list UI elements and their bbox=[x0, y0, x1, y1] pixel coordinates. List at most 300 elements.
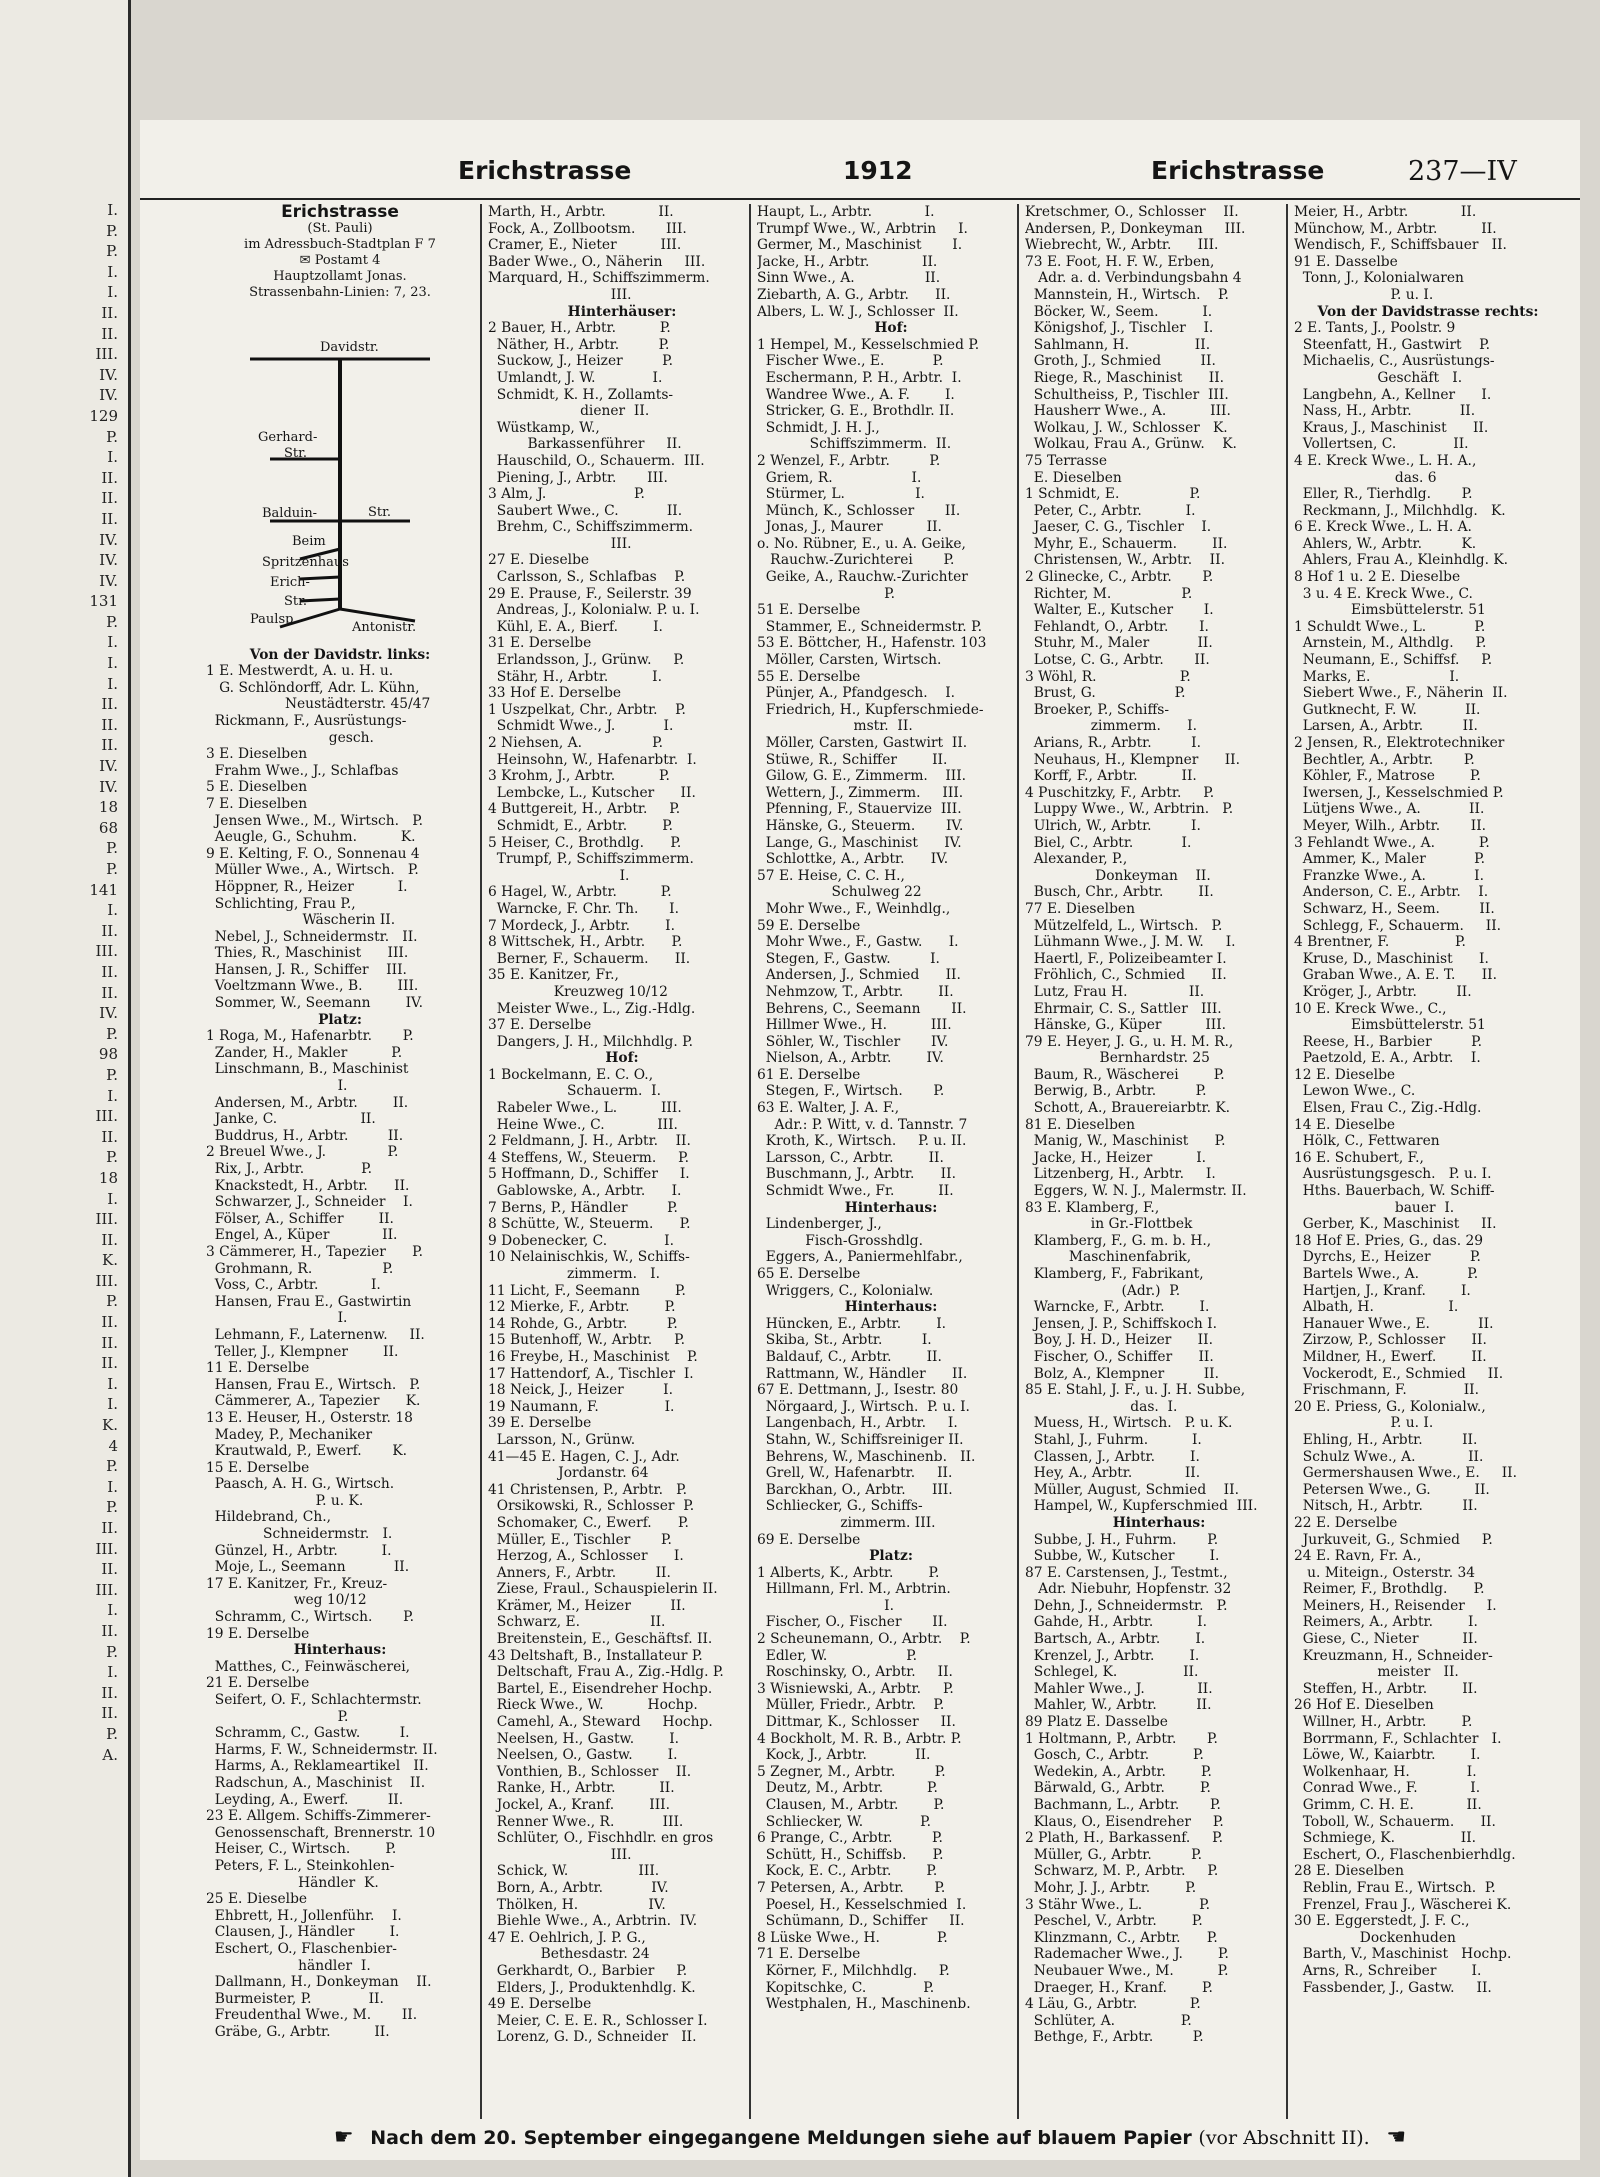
entry-line: Anderson, C. E., Arbtr. I. bbox=[1294, 884, 1489, 901]
entry-line: Ausrüstungsgesch. P. u. I. bbox=[1294, 1166, 1492, 1183]
entry-line: 7 E. Dieselben bbox=[206, 795, 308, 812]
entry-line: Albers, L. W. J., Schlosser II. bbox=[757, 303, 959, 320]
entry-line: Bachmann, L., Arbtr. P. bbox=[1025, 1797, 1221, 1813]
entry-line: Trumpf Wwe., W., Arbtrin I. bbox=[757, 220, 968, 237]
entry-line: Anners, F., Arbtr. II. bbox=[488, 1564, 671, 1581]
entry-line: 2 Breuel Wwe., J. P. bbox=[206, 1144, 399, 1161]
entry-line: 2 Plath, H., Barkassenf. P. bbox=[1025, 1830, 1224, 1847]
entry-line: 49 E. Derselbe bbox=[488, 1996, 592, 2013]
entry-line: Leyding, A., Ewerf. II. bbox=[206, 1791, 404, 1808]
entry-line: 73 E. Foot, H. F. W., Erben, bbox=[1025, 253, 1215, 270]
entry-line: Lühmann Wwe., J. M. W. I. bbox=[1025, 934, 1236, 951]
entry-line: Kraus, J., Maschinist II. bbox=[1294, 419, 1489, 436]
entry-line: Bechtler, A., Arbtr. P. bbox=[1294, 751, 1475, 768]
street-map bbox=[240, 309, 440, 639]
entry-line: Schwarz, M. P., Arbtr. P. bbox=[1025, 1863, 1219, 1880]
entry-line: Lotse, C. G., Arbtr. II. bbox=[1025, 652, 1210, 669]
entry-line: Roschinsky, O., Arbtr. II. bbox=[757, 1664, 953, 1681]
entry-line: Eschermann, P. H., Arbtr. I. bbox=[757, 369, 962, 386]
entry-line: Piening, J., Arbtr. III. bbox=[488, 469, 668, 486]
entry-line: 3 Cämmerer, H., Tapezier P. bbox=[206, 1243, 424, 1260]
entry-line: Ehbrett, H., Jollenführ. I. bbox=[206, 1907, 402, 1924]
entry-line: Gutknecht, F. W. II. bbox=[1294, 701, 1481, 718]
entry-line: Mannstein, H., Wirtsch. P. bbox=[1025, 286, 1229, 303]
entry-line: 8 Wittschek, H., Arbtr. P. bbox=[488, 934, 683, 951]
entry-line: Meier, H., Arbtr. II. bbox=[1294, 204, 1477, 220]
entry-line: Pfenning, F., Stauervize III. bbox=[757, 801, 962, 818]
entry-line: Vonthien, B., Schlosser II. bbox=[488, 1763, 692, 1780]
entry-line: Nehmzow, T., Arbtr. II. bbox=[757, 983, 954, 1000]
entry-line: Christensen, W., Arbtr. II. bbox=[1025, 552, 1225, 569]
entry-line: Franzke Wwe., A. I. bbox=[1294, 867, 1484, 884]
adjacent-page-strip bbox=[0, 0, 131, 2177]
entry-line: Boy, J. H. D., Heizer II. bbox=[1025, 1332, 1213, 1349]
entry-line: Larsson, N., Grünw. bbox=[488, 1431, 636, 1448]
entry-line: das. 6 bbox=[1294, 469, 1437, 486]
entry-line: 3 u. 4 E. Kreck Wwe., C. bbox=[1294, 585, 1473, 602]
entry-line: Nass, H., Arbtr. II. bbox=[1294, 403, 1476, 420]
entry-line: Ziebarth, A. G., Arbtr. II. bbox=[757, 286, 951, 303]
entry-line: Peters, F. L., Steinkohlen- bbox=[206, 1857, 395, 1874]
entry-line: Michaelis, C., Ausrüstungs- bbox=[1294, 353, 1495, 370]
entry-line: Vollertsen, C. II. bbox=[1294, 436, 1469, 453]
entry-line: Bethesdastr. 24 bbox=[488, 1946, 650, 1963]
entry-line: Warncke, F. Chr. Th. I. bbox=[488, 900, 679, 917]
entry-line: 24 E. Ravn, Fr. A., bbox=[1294, 1548, 1422, 1565]
entry-line: 75 Terrasse bbox=[1025, 452, 1107, 469]
map-label: Beim bbox=[292, 533, 326, 549]
entry-line: Pünjer, A., Pfandgesch. I. bbox=[757, 685, 956, 702]
entry-line: Lutz, Frau H. II. bbox=[1025, 983, 1205, 1000]
entry-line: Litzenberg, H., Arbtr. I. bbox=[1025, 1166, 1216, 1183]
entry-line: Heine Wwe., C. III. bbox=[488, 1116, 678, 1133]
footer-note-ref: (vor Abschnitt II). bbox=[1198, 2127, 1370, 2149]
entry-line: Broeker, P., Schiffs- bbox=[1025, 701, 1170, 718]
entry-line: Schneidermstr. I. bbox=[206, 1526, 393, 1543]
entry-line: 13 E. Heuser, H., Osterstr. 18 bbox=[206, 1409, 413, 1426]
entry-line: Larsen, A., Arbtr. II. bbox=[1294, 718, 1478, 735]
entry-line: Neuhaus, H., Klempner II. bbox=[1025, 751, 1240, 768]
entry-line: 53 E. Böttcher, H., Hafenstr. 103 bbox=[757, 635, 987, 652]
entry-line: Jacke, H., Heizer I. bbox=[1025, 1149, 1207, 1166]
entry-line: Kreuzweg 10/12 bbox=[488, 983, 668, 1000]
entry-line: Germershausen Wwe., E. II. bbox=[1294, 1465, 1517, 1482]
entry-line: Schmidt Wwe., J. I. bbox=[488, 718, 674, 735]
entry-line: Freudenthal Wwe., M. II. bbox=[206, 2007, 418, 2024]
entry-line: mstr. II. bbox=[757, 718, 913, 735]
entry-line: 1 Schuldt Wwe., L. P. bbox=[1294, 618, 1486, 635]
entry-line: Siebert Wwe., F., Näherin II. bbox=[1294, 685, 1508, 702]
entry-line: 2 Glinecke, C., Arbtr. P. bbox=[1025, 569, 1214, 586]
entry-line: 8 Lüske Wwe., H. P. bbox=[757, 1929, 948, 1946]
entry-line: Stahn, W., Schiffsreiniger II. bbox=[757, 1431, 964, 1448]
entry-line: 4 Bockholt, M. R. B., Arbtr. P. bbox=[757, 1730, 962, 1747]
entry-line: 8 Schütte, W., Steuerm. P. bbox=[488, 1216, 691, 1233]
entry-line: Neubauer Wwe., M. P. bbox=[1025, 1962, 1229, 1979]
entry-line: 79 E. Heyer, J. G., u. H. M. R., bbox=[1025, 1033, 1234, 1050]
entry-line: Köhler, F., Matrose P. bbox=[1294, 768, 1481, 785]
entry-line: Andersen, M., Arbtr. II. bbox=[206, 1094, 409, 1111]
entry-line: Marks, E. I. bbox=[1294, 668, 1460, 685]
entry-line: Schramm, C., Wirtsch. P. bbox=[206, 1609, 414, 1626]
entry-line: Thies, R., Maschinist III. bbox=[206, 945, 409, 962]
entry-line: Schütt, H., Schiffsb. P. bbox=[757, 1846, 944, 1863]
entry-line: 61 E. Derselbe bbox=[757, 1066, 861, 1083]
entry-line: Günzel, H., Arbtr. I. bbox=[206, 1542, 392, 1559]
entry-line: Stähr, H., Arbtr. I. bbox=[488, 668, 663, 685]
entry-line: 17 Hattendorf, A., Tischler I. bbox=[488, 1365, 694, 1382]
entry-line: Neustädterstr. 45/47 bbox=[206, 696, 431, 713]
entry-line: Geschäft I. bbox=[1294, 369, 1463, 386]
entry-line: Nebel, J., Schneidermstr. II. bbox=[206, 928, 418, 945]
entry-line: Camehl, A., Steward Hochp. bbox=[488, 1714, 713, 1731]
entry-line: Matthes, C., Feinwäscherei, bbox=[206, 1658, 411, 1675]
entry-line: Jordanstr. 64 bbox=[488, 1465, 649, 1482]
entry-line: Schick, W. III. bbox=[488, 1863, 660, 1880]
entry-line: Breitenstein, E., Geschäftsf. II. bbox=[488, 1631, 713, 1648]
entry-line: 2 Jensen, R., Elektrotechniker bbox=[1294, 735, 1505, 751]
entry-line: 1 Holtmann, P., Arbtr. P. bbox=[1025, 1730, 1218, 1747]
entry-line: Biehle Wwe., A., Arbtrin. IV. bbox=[488, 1913, 698, 1930]
entry-line: Stricker, G. E., Brothdlr. II. bbox=[757, 403, 955, 420]
entry-line: Andreas, J., Kolonialw. P. u. I. bbox=[488, 602, 700, 619]
entry-line: 47 E. Oehlrich, J. P. G., bbox=[488, 1929, 646, 1946]
entry-line: 14 Rohde, G., Arbtr. P. bbox=[488, 1315, 678, 1332]
entry-line: Peschel, V., Arbtr. P. bbox=[1025, 1913, 1203, 1930]
entry-line: Lewon Wwe., C. bbox=[1294, 1083, 1416, 1100]
map-label: Spritzenhaus bbox=[262, 554, 349, 570]
entry-line: Mahler Wwe., J. II. bbox=[1025, 1680, 1213, 1697]
entry-line: Schmidt Wwe., Fr. II. bbox=[757, 1183, 954, 1200]
entry-line: Kroth, K., Wirtsch. P. u. II. bbox=[757, 1133, 967, 1150]
column-1 bbox=[206, 204, 474, 2119]
entry-line: 5 Hoffmann, D., Schiffer I. bbox=[488, 1166, 690, 1183]
entry-line: Wäscherin II. bbox=[206, 912, 396, 929]
entry-line: bauer I. bbox=[1294, 1199, 1455, 1216]
entry-line: 4 E. Kreck Wwe., L. H. A., bbox=[1294, 452, 1477, 469]
entry-line: Frenzel, Frau J., Wäscherei K. bbox=[1294, 1896, 1512, 1913]
entry-line: 39 E. Derselbe bbox=[488, 1415, 592, 1432]
street-title: Erichstrasse bbox=[281, 204, 399, 222]
entry-line: Muess, H., Wirtsch. P. u. K. bbox=[1025, 1415, 1233, 1432]
entry-line: Münchow, M., Arbtr. II. bbox=[1294, 220, 1497, 237]
entry-line: Gosch, C., Arbtr. P. bbox=[1025, 1747, 1204, 1764]
entry-line: Möller, Carsten, Gastwirt II. bbox=[757, 735, 968, 751]
entry-line: Stahl, J., Fuhrm. I. bbox=[1025, 1431, 1202, 1448]
entry-line: Lorenz, G. D., Schneider II. bbox=[488, 2029, 697, 2046]
entry-line: Dangers, J. H., Milchhdlg. P. bbox=[488, 1033, 693, 1050]
entry-line: Bernhardstr. 25 bbox=[1025, 1050, 1210, 1067]
entry-line: Berner, F., Schauerm. II. bbox=[488, 950, 691, 967]
entry-line: 37 E. Derselbe bbox=[488, 1017, 592, 1034]
entry-line: Schwarz, E. II. bbox=[488, 1614, 666, 1631]
entry-line: Fisch-Grosshdlg. bbox=[757, 1232, 924, 1249]
header-left-street: Erichstrasse bbox=[458, 156, 632, 185]
entry-line: Clausen, M., Arbtr. P. bbox=[757, 1797, 945, 1813]
street-info bbox=[206, 221, 474, 301]
entry-line: 81 E. Dieselben bbox=[1025, 1116, 1135, 1133]
entry-line: Fassbender, J., Gastw. II. bbox=[1294, 1979, 1492, 1996]
entry-line: Schlüter, O., Fischhdlr. en gros bbox=[488, 1830, 714, 1847]
entry-line: Eggers, W. N. J., Malermstr. II. bbox=[1025, 1183, 1247, 1200]
entry-line: Müller, August, Schmied II. bbox=[1025, 1481, 1239, 1498]
entry-line: 83 E. Klamberg, F., bbox=[1025, 1199, 1160, 1216]
entry-line: 19 E. Derselbe bbox=[206, 1625, 310, 1642]
entry-line: Löwe, W., Kaiarbtr. I. bbox=[1294, 1747, 1481, 1764]
entry-line: Hartjen, J., Kranf. I. bbox=[1294, 1282, 1471, 1299]
entry-line: Behrens, W., Maschinenb. II. bbox=[757, 1448, 976, 1465]
entry-line: Sommer, W., Seemann IV. bbox=[206, 995, 423, 1012]
entry-line: Nielson, A., Arbtr. IV. bbox=[757, 1050, 944, 1067]
entry-line: III. bbox=[488, 286, 632, 303]
entry-line: 57 E. Heise, C. C. H., bbox=[757, 867, 905, 884]
entry-line: 21 E. Derselbe bbox=[206, 1675, 310, 1692]
entry-line: Umlandt, J. W. I. bbox=[488, 369, 663, 386]
entry-line: Hillmer Wwe., H. III. bbox=[757, 1017, 952, 1034]
entry-line: Fölser, A., Schiffer II. bbox=[206, 1210, 394, 1227]
entry-line: Baldauf, C., Arbtr. II. bbox=[757, 1348, 942, 1365]
entry-line: Borrmann, F., Schlachter I. bbox=[1294, 1730, 1502, 1747]
entry-line: Iwersen, J., Kesselschmied P. bbox=[1294, 784, 1504, 801]
entry-line: Schulz Wwe., A. II. bbox=[1294, 1448, 1484, 1465]
entry-line: Rickmann, F., Ausrüstungs- bbox=[206, 712, 407, 729]
entry-line: Larsson, C., Arbtr. II. bbox=[757, 1149, 944, 1166]
entry-line: 1 E. Mestwerdt, A. u. H. u. bbox=[206, 663, 394, 680]
entry-line: Eimsbüttelerstr. 51 bbox=[1294, 1017, 1486, 1034]
entry-line: Griem, R. I. bbox=[757, 469, 922, 486]
entry-line: P. u. K. bbox=[206, 1492, 364, 1509]
entry-line: Stuhr, M., Maler II. bbox=[1025, 635, 1213, 652]
entry-line: Arns, R., Schreiber I. bbox=[1294, 1962, 1482, 1979]
entry-line: meister II. bbox=[1294, 1664, 1459, 1681]
entry-line: Nitsch, H., Arbtr. II. bbox=[1294, 1498, 1478, 1515]
entry-line: 2 Niehsen, A. P. bbox=[488, 735, 663, 751]
entry-line: Lembcke, L., Kutscher II. bbox=[488, 784, 696, 801]
directory-page bbox=[140, 120, 1580, 2160]
entry-line: Jonas, J., Maurer II. bbox=[757, 519, 942, 536]
entry-line: Genossenschaft, Brennerstr. 10 bbox=[206, 1824, 436, 1841]
entry-line: Grell, W., Hafenarbtr. II. bbox=[757, 1465, 953, 1482]
entry-line: Münch, K., Schlosser II. bbox=[757, 502, 961, 519]
entry-line: Rauchw.-Zurichterei P. bbox=[757, 552, 955, 569]
entry-line: Trumpf, P., Schiffszimmerm. bbox=[488, 851, 694, 868]
entry-line: 59 E. Derselbe bbox=[757, 917, 861, 934]
entry-line: Müller, G., Arbtr. P. bbox=[1025, 1846, 1203, 1863]
entry-line: Renner Wwe., R. III. bbox=[488, 1813, 684, 1830]
entry-line: Hampel, W., Kupferschmied III. bbox=[1025, 1498, 1258, 1515]
entry-line: Steffen, H., Arbtr. II. bbox=[1294, 1680, 1478, 1697]
entry-line: Ammer, K., Maler P. bbox=[1294, 851, 1486, 868]
entry-line: III. bbox=[488, 1846, 632, 1863]
entry-line: Händler K. bbox=[206, 1874, 379, 1891]
entry-line: Madey, P., Mechaniker bbox=[206, 1426, 373, 1443]
entry-line: Reimer, F., Brothdlg. P. bbox=[1294, 1581, 1485, 1598]
entry-line: 4 Brentner, F. P. bbox=[1294, 934, 1466, 951]
entry-line: Wolkau, Frau A., Grünw. K. bbox=[1025, 436, 1237, 453]
entry-line: Hölk, C., Fettwaren bbox=[1294, 1133, 1440, 1150]
entry-line: Stammer, E., Schneidermstr. P. bbox=[757, 618, 982, 635]
entry-line: Meyer, Wilh., Arbtr. II. bbox=[1294, 817, 1487, 834]
entry-line: Barckhan, O., Arbtr. III. bbox=[757, 1481, 953, 1498]
entry-line: Wandree Wwe., A. F. I. bbox=[757, 386, 955, 403]
entry-line: 43 Deltshaft, B., Installateur P. bbox=[488, 1647, 703, 1664]
entry-line: 51 E. Derselbe bbox=[757, 602, 861, 619]
entry-line: Meister Wwe., L., Zig.-Hdlg. bbox=[488, 1000, 696, 1017]
entry-line: Bartsch, A., Arbtr. I. bbox=[1025, 1631, 1206, 1648]
header-right-street: Erichstrasse bbox=[1151, 156, 1325, 185]
entry-line: Hänske, G., Küper III. bbox=[1025, 1017, 1227, 1034]
entry-line: P. u. I. bbox=[1294, 286, 1434, 303]
entry-line: Donkeyman II. bbox=[1025, 867, 1211, 884]
entry-line: Hths. Bauerbach, W. Schiff- bbox=[1294, 1183, 1495, 1200]
entry-line: Wriggers, C., Kolonialw. bbox=[757, 1282, 934, 1299]
entry-line: Reckmann, J., Milchhdlg. K. bbox=[1294, 502, 1506, 519]
entry-line: Elsen, Frau C., Zig.-Hdlg. bbox=[1294, 1100, 1482, 1117]
entry-line: 33 Hof E. Derselbe bbox=[488, 685, 622, 702]
entry-line: Brust, G. P. bbox=[1025, 685, 1186, 702]
entry-line: Dittmar, K., Schlosser II. bbox=[757, 1714, 956, 1731]
entry-line: 7 Mordeck, J., Arbtr. I. bbox=[488, 917, 675, 934]
entry-line: Cramer, E., Nieter III. bbox=[488, 237, 682, 254]
entry-line: 12 E. Dieselbe bbox=[1294, 1066, 1396, 1083]
entry-line: Von der Davidstr. links: bbox=[249, 646, 431, 663]
entry-line: Klamberg, F., Fabrikant, bbox=[1025, 1266, 1204, 1282]
entry-line: Harms, A., Reklameartikel II. bbox=[206, 1758, 429, 1775]
entry-line: Ziese, Fraul., Schauspielerin II. bbox=[488, 1581, 718, 1598]
entry-line: Wiebrecht, W., Arbtr. III. bbox=[1025, 237, 1219, 254]
entry-line: Schlegel, K. II. bbox=[1025, 1664, 1199, 1681]
entry-line: Reimers, A., Arbtr. I. bbox=[1294, 1614, 1478, 1631]
entry-line: Heinsohn, W., Hafenarbtr. I. bbox=[488, 751, 697, 768]
entry-line: I. bbox=[488, 867, 630, 884]
entry-line: 2 Bauer, H., Arbtr. P. bbox=[488, 320, 671, 337]
entry-line: Hansen, Frau E., Wirtsch. P. bbox=[206, 1376, 421, 1393]
column-divider bbox=[480, 204, 482, 2119]
entry-line: Näther, H., Arbtr. P. bbox=[488, 336, 670, 353]
entry-line: Schulweg 22 bbox=[757, 884, 922, 901]
entry-line: Adr. a. d. Verbindungsbahn 4 bbox=[1025, 270, 1242, 287]
entry-line: Marth, H., Arbtr. II. bbox=[488, 204, 674, 220]
entry-line: Seifert, O. F., Schlachtermstr. bbox=[206, 1692, 422, 1708]
entry-line: Erlandsson, J., Grünw. P. bbox=[488, 652, 685, 669]
entry-line: 16 Freybe, H., Maschinist P. bbox=[488, 1348, 698, 1365]
entry-line: Conrad Wwe., F. I. bbox=[1294, 1780, 1481, 1797]
entry-line: Schott, A., Brauereiarbtr. K. bbox=[1025, 1100, 1231, 1117]
entry-line: Rieck Wwe., W. Hochp. bbox=[488, 1697, 698, 1714]
entry-line: III. bbox=[488, 535, 632, 552]
map-label: Str. bbox=[368, 504, 392, 520]
entry-line: Albath, H. I. bbox=[1294, 1299, 1459, 1316]
entry-line: 65 E. Derselbe bbox=[757, 1266, 861, 1282]
entry-line: Ehling, H., Arbtr. II. bbox=[1294, 1431, 1478, 1448]
entry-line: Steenfatt, H., Gastwirt P. bbox=[1294, 336, 1491, 353]
entry-line: Königshof, J., Tischler I. bbox=[1025, 320, 1214, 337]
entry-line: 4 Puschitzky, F., Arbtr. P. bbox=[1025, 784, 1215, 801]
entry-line: 1 Alberts, K., Arbtr. P. bbox=[757, 1564, 940, 1581]
entry-line: Paasch, A. H. G., Wirtsch. bbox=[206, 1476, 395, 1493]
entry-line: Dockenhuden bbox=[1294, 1929, 1456, 1946]
entry-line: Engel, A., Küper II. bbox=[206, 1227, 398, 1244]
entry-line: Ahlers, W., Arbtr. K. bbox=[1294, 535, 1477, 552]
entry-line: 6 E. Kreck Wwe., L. H. A. bbox=[1294, 519, 1472, 536]
entry-line: Born, A., Arbtr. IV. bbox=[488, 1879, 669, 1896]
entry-line: 28 E. Dieselben bbox=[1294, 1863, 1404, 1880]
entry-line: Bartels Wwe., A. P. bbox=[1294, 1266, 1479, 1282]
entry-line: Bethge, F., Arbtr. P. bbox=[1025, 2029, 1204, 2046]
entry-line: Richter, M. P. bbox=[1025, 585, 1193, 602]
entry-line: 11 Licht, F., Seemann P. bbox=[488, 1282, 686, 1299]
entry-line: Fischer Wwe., E. P. bbox=[757, 353, 944, 370]
map-label: Paulsp. bbox=[250, 611, 298, 627]
entry-line: Lehmann, F., Laternenw. II. bbox=[206, 1326, 425, 1343]
entry-line: 12 Mierke, F., Arbtr. P. bbox=[488, 1299, 676, 1316]
entry-line: Lange, G., Maschinist IV. bbox=[757, 834, 962, 851]
map-label: Erich- bbox=[270, 574, 310, 590]
entry-line: 31 E. Derselbe bbox=[488, 635, 592, 652]
entry-line: u. Miteign., Osterstr. 34 bbox=[1294, 1564, 1476, 1581]
entry-line: Andersen, J., Schmied II. bbox=[757, 967, 961, 984]
entry-line: Burmeister, P. II. bbox=[206, 1990, 384, 2007]
entry-line: Brehm, C., Schiffszimmerm. bbox=[488, 519, 694, 536]
entry-line: Radschun, A., Maschinist II. bbox=[206, 1774, 426, 1791]
entry-line: 1 Roga, M., Hafenarbtr. P. bbox=[206, 1028, 414, 1045]
entry-line: Reblin, Frau E., Wirtsch. P. bbox=[1294, 1879, 1496, 1896]
entry-line: 16 E. Schubert, F., bbox=[1294, 1149, 1424, 1166]
entry-line: gesch. bbox=[206, 729, 374, 746]
entry-line: 20 E. Priess, G., Kolonialw., bbox=[1294, 1398, 1486, 1415]
entry-line: 3 Wisniewski, A., Arbtr. P. bbox=[757, 1680, 954, 1697]
entry-line: Korff, F., Arbtr. II. bbox=[1025, 768, 1197, 785]
entry-line: Klamberg, F., G. m. b. H., bbox=[1025, 1232, 1212, 1249]
entry-line: 2 Scheunemann, O., Arbtr. P. bbox=[757, 1631, 971, 1648]
entry-line: Hüncken, E., Arbtr. I. bbox=[757, 1315, 947, 1332]
entry-line: Meier, C. E. E. R., Schlosser I. bbox=[488, 2012, 708, 2029]
entry-line: I. bbox=[206, 1078, 348, 1095]
entry-line: Gerkhardt, O., Barbier P. bbox=[488, 1962, 688, 1979]
entry-line: Sahlmann, H. II. bbox=[1025, 336, 1211, 353]
entry-line: Hinterhaus: bbox=[1112, 1514, 1206, 1531]
entry-line: Kröger, J., Arbtr. II. bbox=[1294, 983, 1472, 1000]
entry-line: Dehn, J., Schneidermstr. P. bbox=[1025, 1597, 1228, 1614]
entry-line: Jurkuveit, G., Schmied P. bbox=[1294, 1531, 1493, 1548]
entry-line: 5 Zegner, M., Arbtr. P. bbox=[757, 1763, 946, 1780]
entry-line: Baum, R., Wäscherei P. bbox=[1025, 1066, 1225, 1083]
entry-line: Eimsbüttelerstr. 51 bbox=[1294, 602, 1486, 619]
entry-line: 9 E. Kelting, F. O., Sonnenau 4 bbox=[206, 845, 420, 862]
entry-line: Wolkenhaar, H. I. bbox=[1294, 1763, 1477, 1780]
entry-line: Elders, J., Produktenhdlg. K. bbox=[488, 1979, 696, 1996]
entry-line: Platz: bbox=[318, 1011, 362, 1028]
entry-line: Wüstkamp, W., bbox=[488, 419, 600, 436]
entry-line: Schümann, D., Schiffer II. bbox=[757, 1913, 965, 1930]
entry-line: Krautwald, P., Ewerf. K. bbox=[206, 1443, 408, 1460]
entry-line: Gilow, G. E., Zimmerm. III. bbox=[757, 768, 967, 785]
map-label: Balduin- bbox=[262, 505, 318, 521]
entry-line: Giese, C., Nieter II. bbox=[1294, 1631, 1478, 1648]
map-reference: im Adressbuch-Stadtplan F 7 bbox=[244, 236, 436, 252]
entry-line: weg 10/12 bbox=[206, 1592, 367, 1609]
entry-line: Neelsen, H., Gastw. I. bbox=[488, 1730, 680, 1747]
entry-line: 85 E. Stahl, J. F., u. J. H. Subbe, bbox=[1025, 1382, 1246, 1399]
tram-lines: Strassenbahn-Linien: 7, 23. bbox=[249, 284, 431, 300]
entry-line: Reese, H., Barbier P. bbox=[1294, 1033, 1483, 1050]
entry-line: Langenbach, H., Arbtr. I. bbox=[757, 1415, 958, 1432]
entry-line: Hänske, G., Steuerm. IV. bbox=[757, 817, 964, 834]
entry-line: Walter, E., Kutscher I. bbox=[1025, 602, 1214, 619]
entry-line: Fischer, O., Schiffer II. bbox=[1025, 1348, 1214, 1365]
entry-line: Gräbe, G., Arbtr. II. bbox=[206, 2023, 390, 2040]
entry-line: 5 Heiser, C., Brothdlg. P. bbox=[488, 834, 682, 851]
